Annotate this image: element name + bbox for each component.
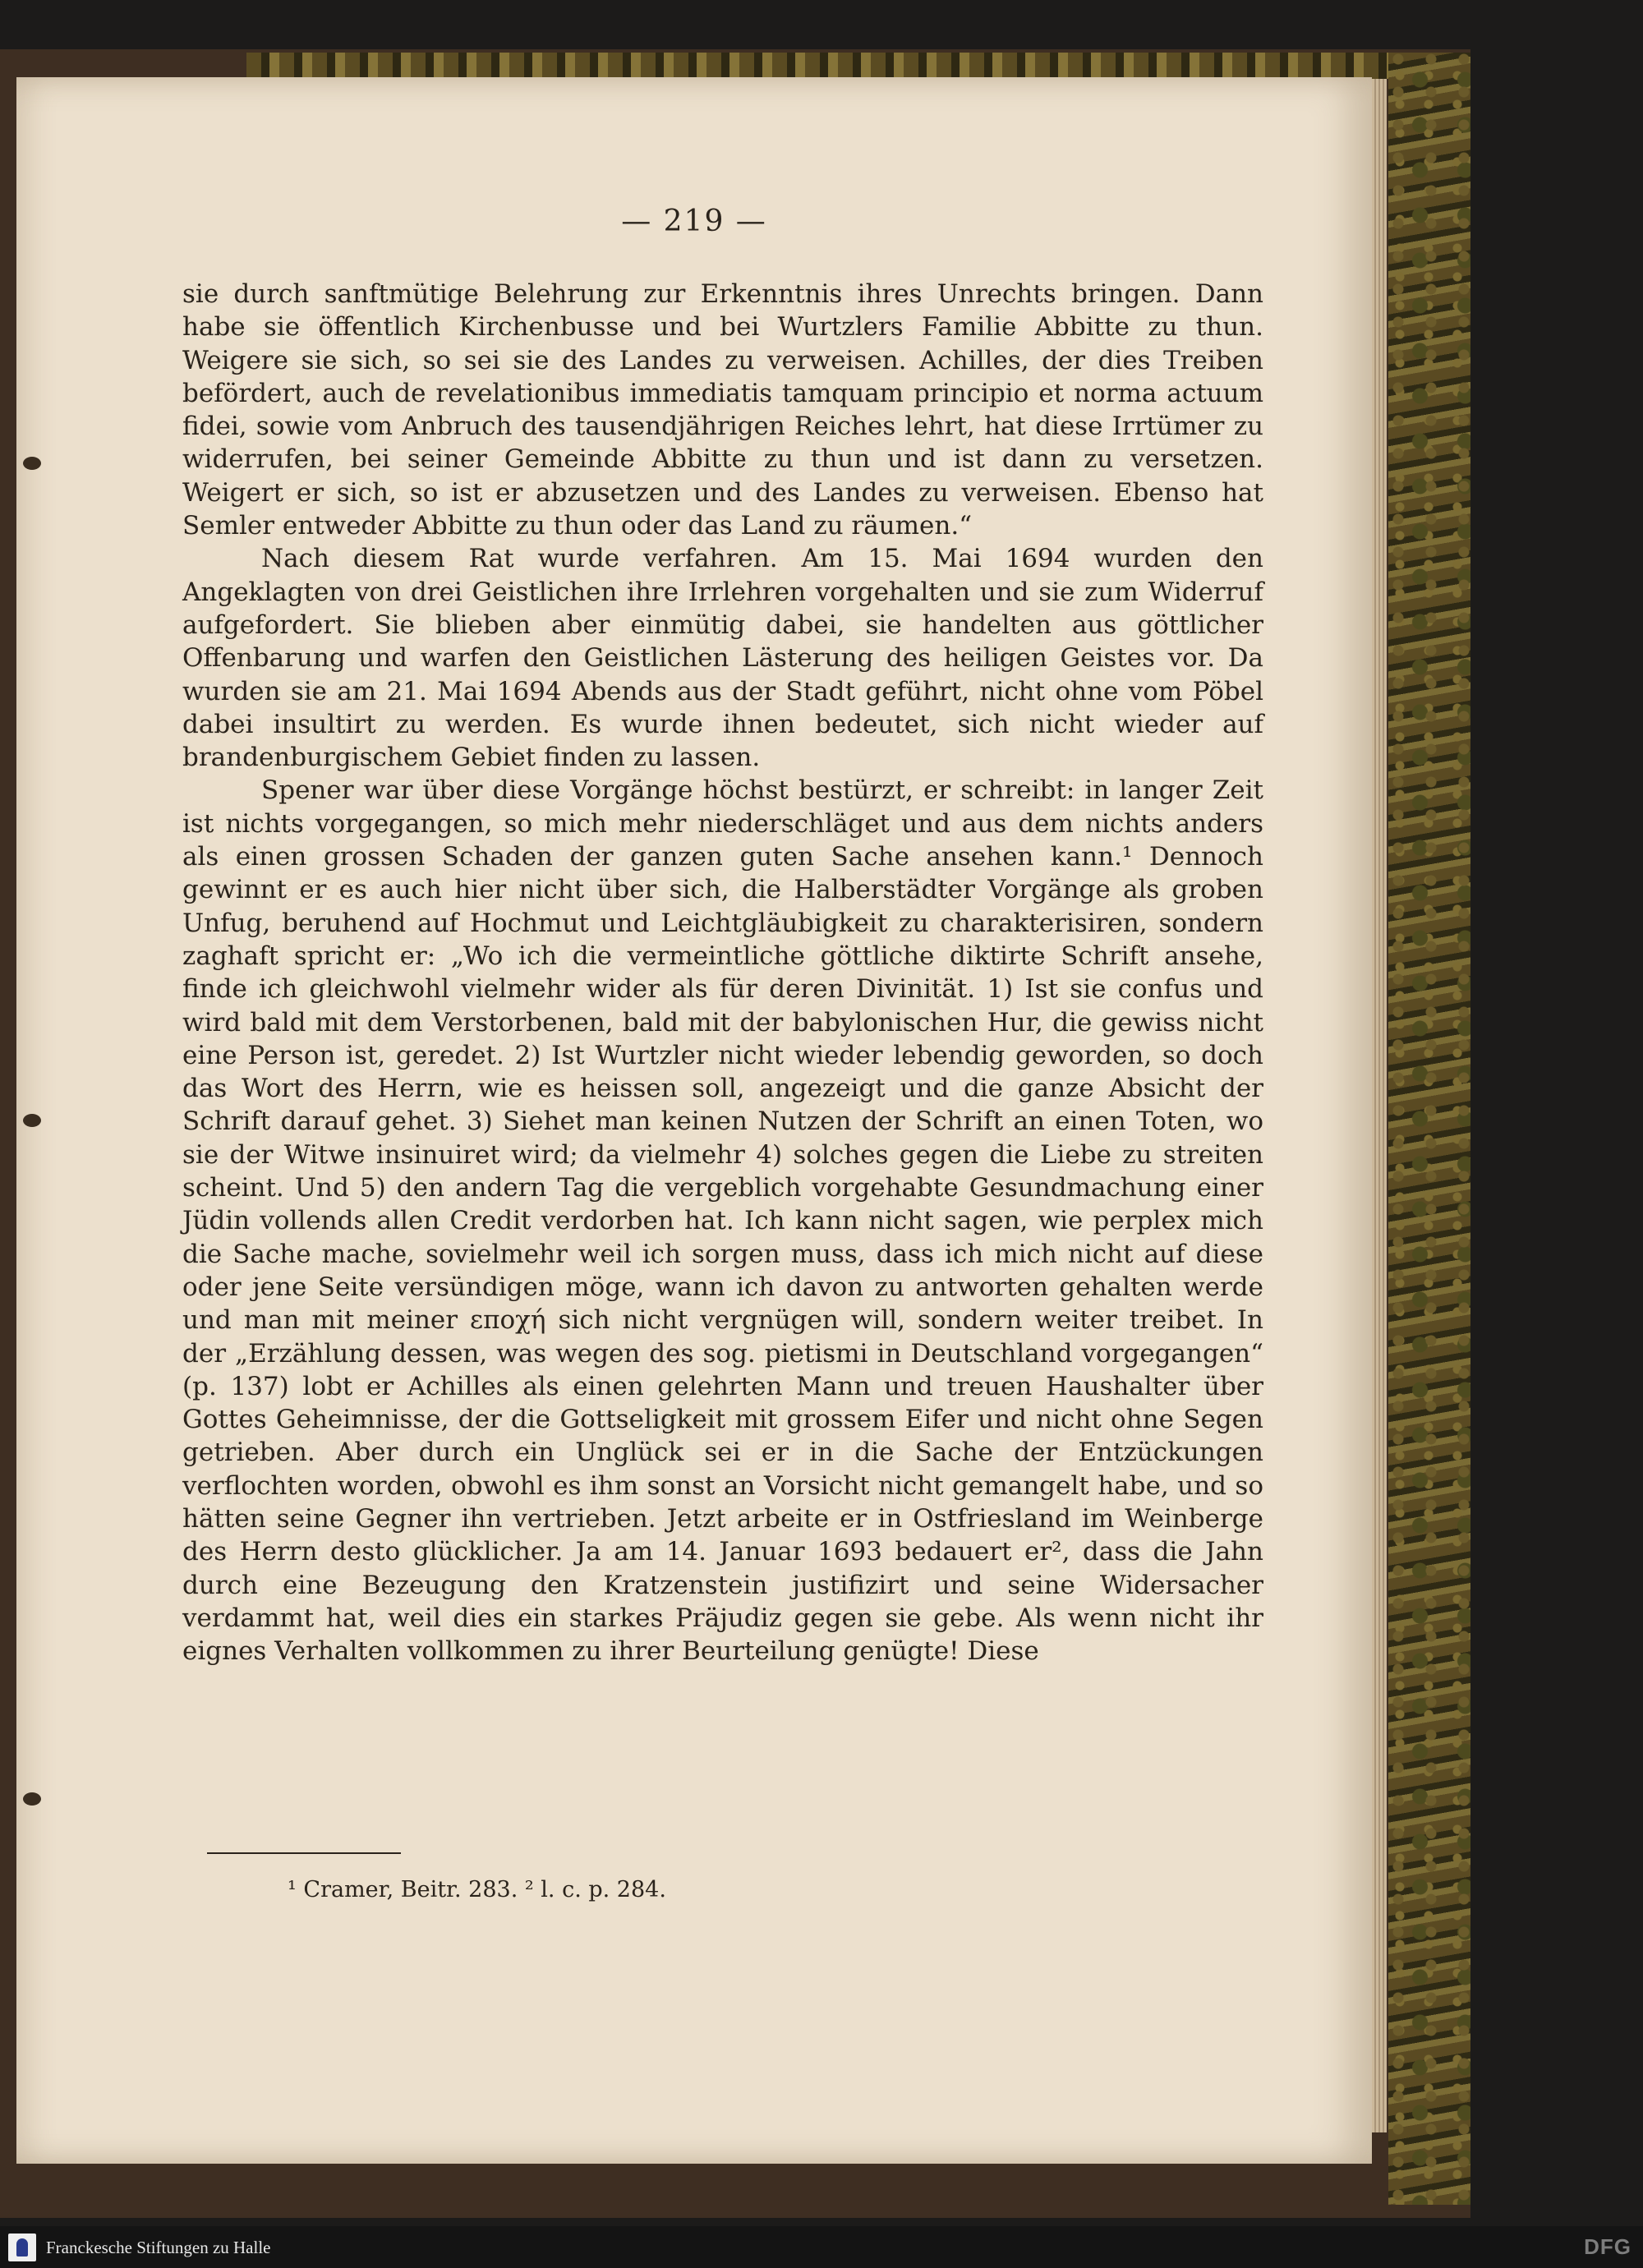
binding-hole — [23, 1792, 41, 1806]
binding-hole — [23, 1114, 41, 1127]
footnote-rule — [207, 1852, 401, 1854]
paragraph: sie durch sanftmütige Belehrung zur Erkenntnis ihres Unrechts bringen. Dann habe sie öffentlich Kirchenbusse und bei Wurtzlers Familie Abbitte zu thun. Weigere sie sich, so sei sie des Landes zu verweisen. Achilles, der dies Treiben befördert, auch de revelationibus immediatis tamquam principio et norma actuum fidei, sowie vom Anbruch des tausendjährigen Reiches lehrt, hat diese Irrtümer zu widerrufen, bei seiner Gemeinde Abbitte zu thun und ist dann zu versetzen. Weigert er sich, so ist er abzusetzen und des Landes zu verweisen. Ebenso hat Semler entweder Abbitte zu thun oder das Land zu räumen.“ — [182, 279, 1263, 541]
institution-logo-icon[interactable] — [8, 2233, 36, 2261]
institution-name[interactable]: Franckesche Stiftungen zu Halle — [46, 2238, 271, 2257]
body-text — [182, 278, 1263, 1668]
paragraph: Nach diesem Rat wurde verfahren. Am 15. Mai 1694 wurden den Angeklagten von drei Geistlichen ihre Irrlehren vorgehalten und sie zum Widerruf aufgefordert. Sie blieben aber einmütig dabei, sie handelten aus göttlicher Offenbarung und warfen den Geistlichen Lästerung des heiligen Geistes vor. Da wurden sie am 21. Mai 1694 Abends aus der Stadt geführt, nicht ohne vom Pöbel dabei insultirt zu werden. Es wurde ihnen bedeutet, sich nicht wieder auf brandenburgischem Gebiet finden zu lassen. — [182, 544, 1263, 773]
dfg-logo[interactable]: DFG — [1584, 2234, 1631, 2259]
footnote: ¹ Cramer, Beitr. 283. ² l. c. p. 284. — [288, 1877, 666, 1902]
paragraph: Spener war über diese Vorgänge höchst bestürzt, er schreibt: in langer Zeit ist nichts vorgegangen, so mich mehr niederschläget und aus dem nichts anders als einen grossen Schaden der ganzen guten Sache ansehen kann.¹ Dennoch gewinnt er es auch hier nicht über sich, die Halberstädter Vorgänge als groben Unfug, beruhend auf Hochmut und Leichtgläubigkeit zu charakterisiren, sondern zaghaft spricht er: „Wo ich die vermeintliche göttliche diktirte Schrift ansehe, finde ich gleichwohl vielmehr wider als für deren Divinität. 1) Ist sie confus und wird bald mit dem Verstorbenen, bald mit der babylonischen Hur, die gewiss nicht eine Person ist, geredet. 2) Ist Wurtzler nicht wieder lebendig geworden, so doch das Wort des Herrn, wie es heissen soll, angezeigt und die ganze Absicht der Schrift darauf gehet. 3) Siehet man keinen Nutzen der Schrift an einen Toten, wo sie der Witwe insinuiret wird; da vielmehr 4) solches gegen die Liebe zu streiten scheint. Und 5) den andern Tag die vergeblich vorgehabte Gesundmachung einer Jüdin vollends allen Credit verdorben hat. Ich kann nicht sagen, wie perplex mich die Sache mache, sovielmehr weil ich sorgen muss, dass ich mich nicht auf diese oder jene Seite versündigen möge, wann ich davon zu antworten gehalten werde und man mit meiner εποχή sich nicht vergnügen will, sondern weiter treibet. In der „Erzählung dessen, was wegen des sog. pietismi in Deutschland vorgegangen“ (p. 137) lobt er Achilles als einen gelehrten Mann und treuen Haushalter über Gottes Geheimnisse, der die Gottseligkeit mit grossem Eifer und nicht ohne Segen getrieben. Aber durch ein Unglück sei er in die Sache der Entzückungen verflochten worden, obwohl es ihm sonst an Vorsicht nicht gemangelt habe, und so hätten seine Gegner ihn vertrieben. Jetzt arbeite er in Ostfriesland im Weinberge des Herrn desto glücklicher. Ja am 14. Januar 1693 bedauert er², dass die Jahn durch eine Bezeugung den Kratzenstein justifizirt und seine Widersacher verdammt hat, weil dies ein starkes Präjudiz gegen sie gebe. Als wenn nicht ihr eignes Verhalten vollkommen zu ihrer Beurteilung genügte! Diese — [182, 775, 1263, 1667]
viewer-footer — [0, 2226, 1643, 2268]
marbled-top-edge — [246, 53, 1470, 79]
book-page — [16, 77, 1372, 2164]
binding-hole — [23, 457, 41, 470]
marbled-side-edge — [1388, 53, 1470, 2205]
page-number: — 219 — — [621, 205, 767, 238]
